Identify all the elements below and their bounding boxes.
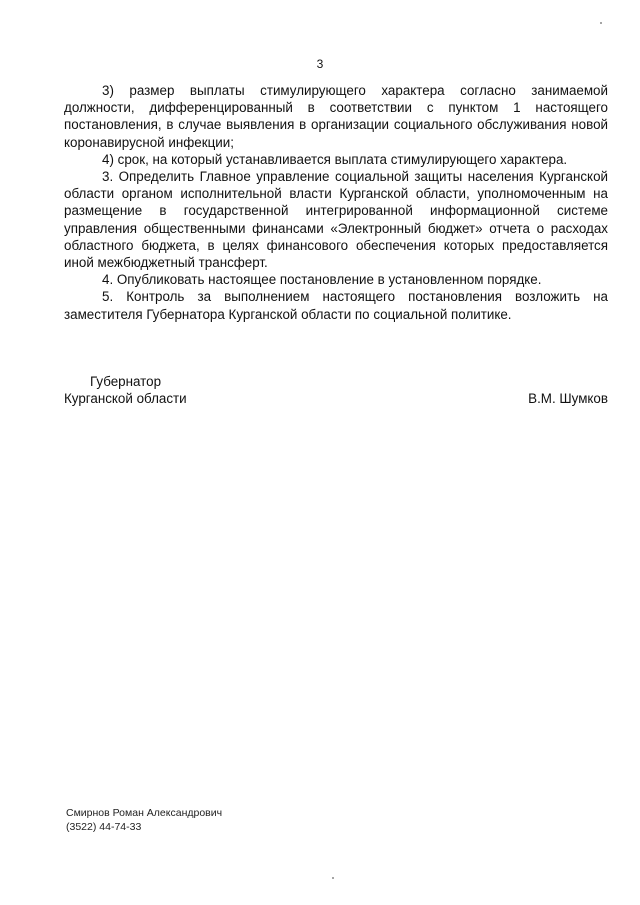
document-body [64, 82, 608, 323]
scan-mark-top [600, 22, 602, 24]
signature-block [64, 373, 608, 413]
executor-name: Смирнов Роман Александрович [66, 807, 223, 819]
signatory-title: Губернатор [90, 374, 162, 389]
paragraph-clause-4: 4. Опубликовать настоящее постановление в установленном порядке. [102, 272, 542, 288]
signatory-region: Курганской области [64, 391, 187, 406]
signatory-name: В.М. Шумков [528, 391, 608, 406]
executor-phone: (3522) 44-74-33 [66, 821, 142, 833]
scan-mark-bottom [332, 877, 334, 879]
paragraph-payment-term: 4) срок, на который устанавливается выплата стимулирующего характера. [102, 151, 568, 167]
paragraph-payment-amount: 3) размер выплаты стимулирующего характера согласно занимаемой должности, дифференцированный в соответствии с пунктом 1 настоящего постановления, в случае выявления в организации социального обслуживания новой коронавирусной инфекции; [64, 83, 608, 150]
page-number: 3 [316, 57, 324, 71]
executor-contact [66, 806, 222, 834]
paragraph-clause-3: 3. Определить Главное управление социальной защиты населения Курганской области органом исполнительной власти Курганской области, уполномоченным на размещение в государственной интегрированной информационной системе управления общественными финансами «Электронный бюджет» отчета о расходах областного бюджета, в целях финансового обеспечения которых предоставляется иной межбюджетный трансферт. [64, 169, 608, 271]
paragraph-clause-5: 5. Контроль за выполнением настоящего постановления возложить на заместителя Губернатора Курганской области по социальной политике. [64, 289, 608, 322]
